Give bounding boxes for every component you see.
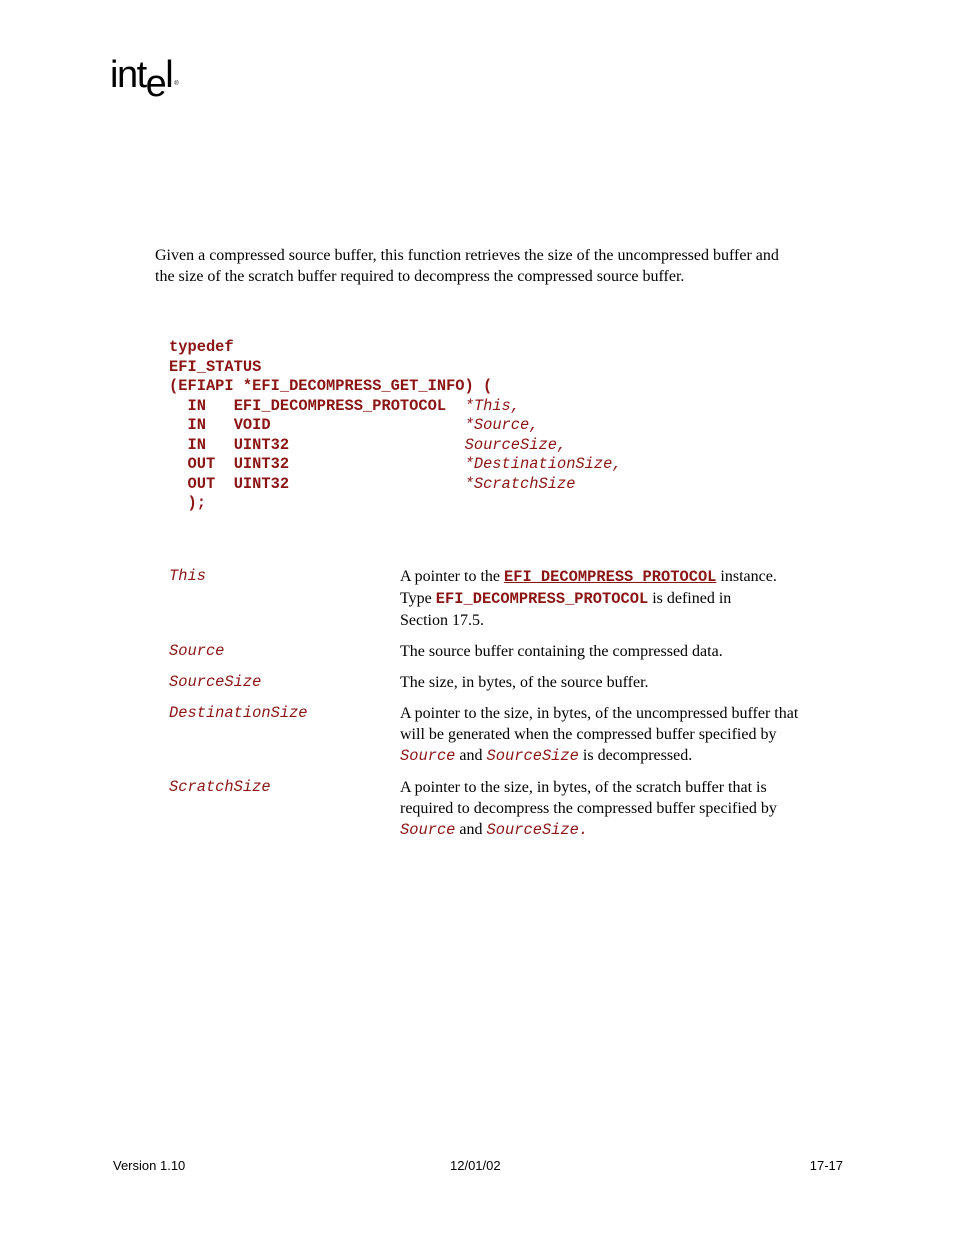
param-name: *Source,: [464, 416, 539, 434]
param-name-destsize: DestinationSize: [169, 704, 308, 722]
param-direction: OUT: [187, 455, 216, 473]
param-row-sourcesize: [169, 672, 849, 693]
function-description: Given a compressed source buffer, this function retrieves the size of the uncompressed buffer and the size of the scratch buffer required to decompress the compressed source buffer.: [155, 247, 779, 285]
param-type: UINT32: [233, 435, 290, 454]
param-direction: IN: [187, 396, 206, 415]
param-name-this: This: [169, 567, 206, 585]
intel-logo: intel ®: [110, 54, 179, 105]
code-line: (EFIAPI *EFI_DECOMPRESS_GET_INFO) (: [169, 377, 493, 395]
param-type: UINT32: [233, 474, 290, 493]
code-line: );: [187, 494, 206, 512]
param-row-source: [169, 641, 849, 662]
param-desc-scratchsize: A pointer to the size, in bytes, of the scratch buffer that is required to decompress the compressed buffer specified by Source and SourceSize.: [400, 779, 777, 839]
param-direction: IN: [187, 416, 206, 434]
param-type: VOID: [233, 416, 271, 434]
code-line: typedef: [169, 338, 234, 356]
param-name: *DestinationSize,: [464, 455, 622, 473]
param-name-source: Source: [169, 642, 225, 660]
param-row-destsize: [169, 703, 849, 767]
footer-version: Version 1.10: [113, 1158, 186, 1173]
footer-page-number: 17-17: [809, 1158, 843, 1173]
param-row-scratchsize: [169, 777, 849, 841]
code-line: EFI_STATUS: [169, 357, 262, 376]
param-desc-sourcesize: The size, in bytes, of the source buffer.: [400, 674, 649, 691]
prototype-code-block: [169, 338, 622, 514]
param-name: SourceSize,: [464, 435, 567, 454]
param-row-this: [169, 566, 849, 631]
param-type: UINT32: [233, 455, 290, 473]
param-name-sourcesize: SourceSize: [169, 673, 262, 691]
param-desc-destsize: A pointer to the size, in bytes, of the uncompressed buffer that will be generated when the compressed buffer specified by Source and SourceSize is decompressed.: [400, 705, 799, 765]
param-type: EFI_DECOMPRESS_PROTOCOL: [233, 396, 447, 415]
param-desc-this: A pointer to the EFI_DECOMPRESS_PROTOCOL instance. Type EFI_DECOMPRESS_PROTOCOL is defined in Section 17.5.: [400, 568, 777, 629]
param-name: *ScratchSize: [464, 474, 576, 493]
param-direction: OUT: [187, 474, 216, 493]
parameters-table: [169, 566, 849, 851]
param-desc-source: The source buffer containing the compressed data.: [400, 643, 723, 660]
param-name: *This,: [464, 396, 521, 415]
footer-date: 12/01/02: [450, 1158, 501, 1173]
param-direction: IN: [187, 435, 206, 454]
param-name-scratchsize: ScratchSize: [169, 778, 271, 796]
protocol-link[interactable]: EFI_DECOMPRESS_PROTOCOL: [503, 568, 717, 586]
